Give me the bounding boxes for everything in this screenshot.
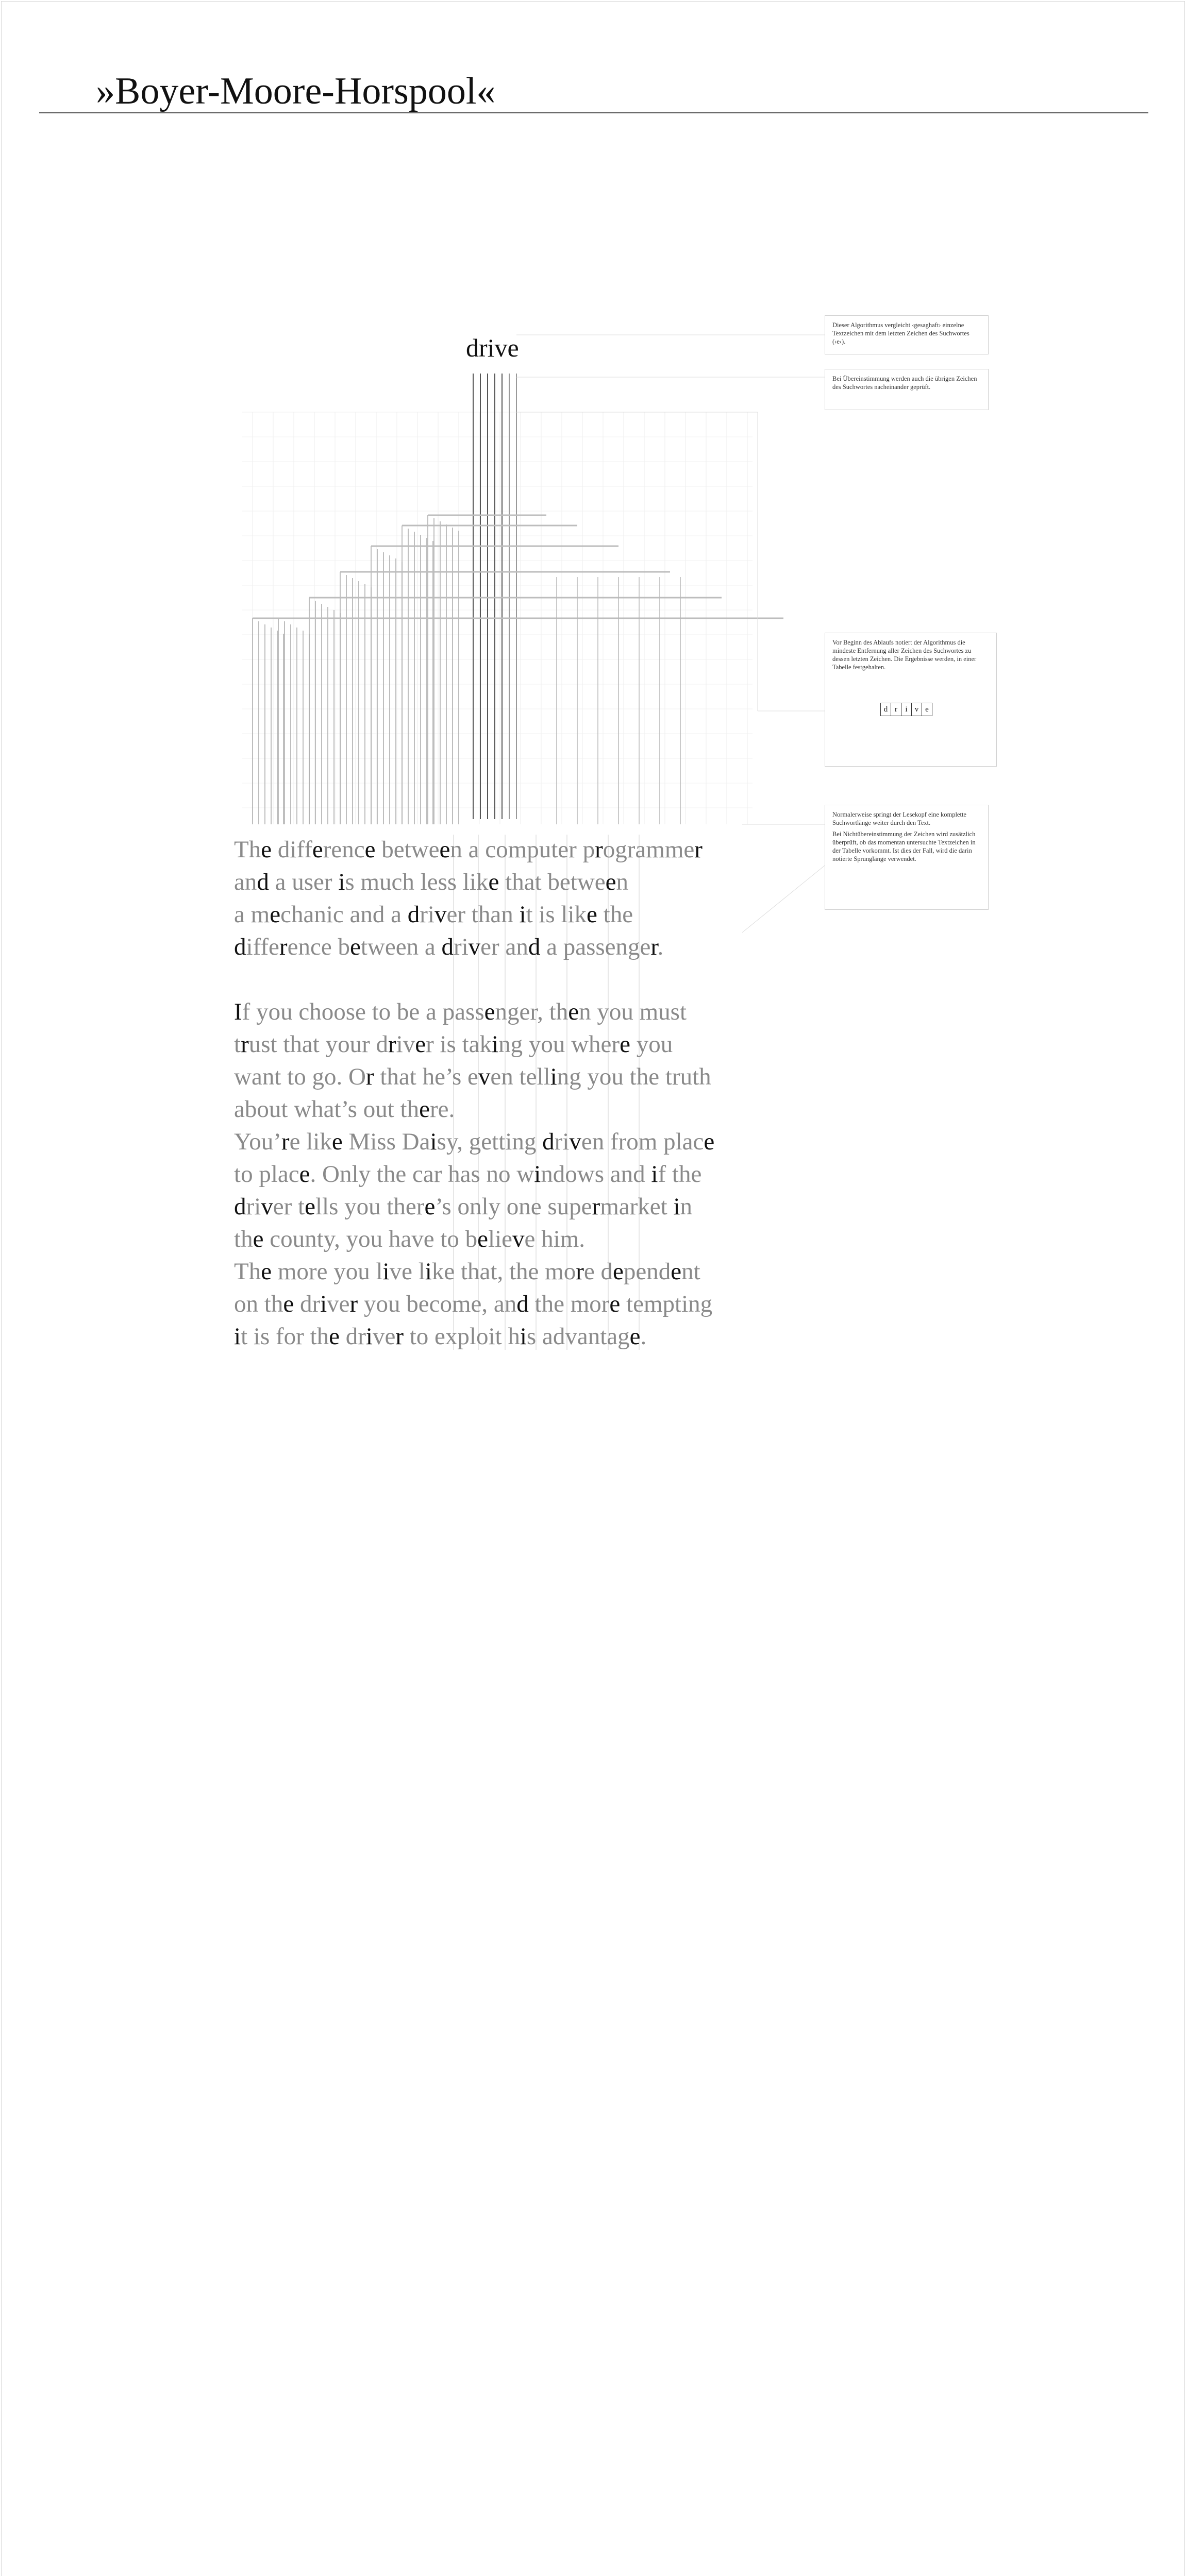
text-line: the county, you have to believe him.	[234, 1226, 586, 1252]
text-line: difference between a driver and a passenger.	[234, 934, 664, 960]
shift-table-cell: e	[922, 703, 932, 716]
text-line: and a user is much less like that between	[234, 869, 629, 895]
note-mismatch-text: Bei Nichtübereinstimmung der Zeichen wird zusätzlich überprüft, ob das momentan untersuchte Textzeichen in der Tabelle vorkommt. Ist dies der Fall, wird die darin notierte Sprunglänge verwendet.	[832, 831, 976, 862]
note-skip	[825, 805, 989, 910]
text-line: about what’s out there.	[234, 1096, 455, 1123]
note-table-text: Vor Beginn des Ablaufs notiert der Algorithmus die mindeste Entfernung aller Zeichen des Suchwortes zu dessen letzten Zeichen. Die Ergebnisse werden, in einer Tabelle festgehalten.	[832, 639, 977, 671]
text-line: it is for the driver to exploit his advantage.	[234, 1323, 647, 1350]
text-line: trust that your driver is taking you where you	[234, 1031, 673, 1058]
note-table	[825, 633, 997, 767]
text-line: The difference between a computer programmer	[234, 836, 703, 863]
text-line: want to go. Or that he’s even telling you the truth	[234, 1063, 711, 1090]
text-line: on the driver you become, and the more tempting	[234, 1291, 713, 1317]
shift-table-cell: i	[901, 703, 912, 716]
shift-table-cell: r	[891, 703, 901, 716]
text-line: The more you live like that, the more dependent	[234, 1258, 700, 1285]
shift-table	[880, 703, 932, 716]
text-line: a mechanic and a driver than it is like the	[234, 901, 633, 928]
note-skip-text: Normalerweise springt der Lesekopf eine komplette Suchwortlänge weiter durch den Text.	[832, 811, 966, 826]
text-line: driver tells you there’s only one supermarket in	[234, 1193, 693, 1220]
note-match-text: Bei Übereinstimmung werden auch die übrigen Zeichen des Suchwortes nacheinander geprüft.	[832, 375, 977, 391]
note-match	[825, 369, 989, 410]
note-compare-text: Dieser Algorithmus vergleicht ‹gesaghaft› einzelne Textzeichen mit dem letzten Zeichen des Suchwortes (›e‹).	[832, 321, 969, 345]
text-gap	[234, 963, 801, 996]
shift-table-cell: d	[880, 703, 891, 716]
text-line: to place. Only the car has no windows and if the	[234, 1161, 702, 1188]
search-pattern: drive	[466, 333, 519, 362]
shift-table-cell: v	[911, 703, 922, 716]
text-line: If you choose to be a passenger, then you must	[234, 998, 687, 1025]
body-text	[234, 834, 801, 1353]
page-title: »Boyer-Moore-Horspool«	[96, 70, 496, 112]
text-line: You’re like Miss Daisy, getting driven from place	[234, 1128, 715, 1155]
note-compare	[825, 315, 989, 354]
